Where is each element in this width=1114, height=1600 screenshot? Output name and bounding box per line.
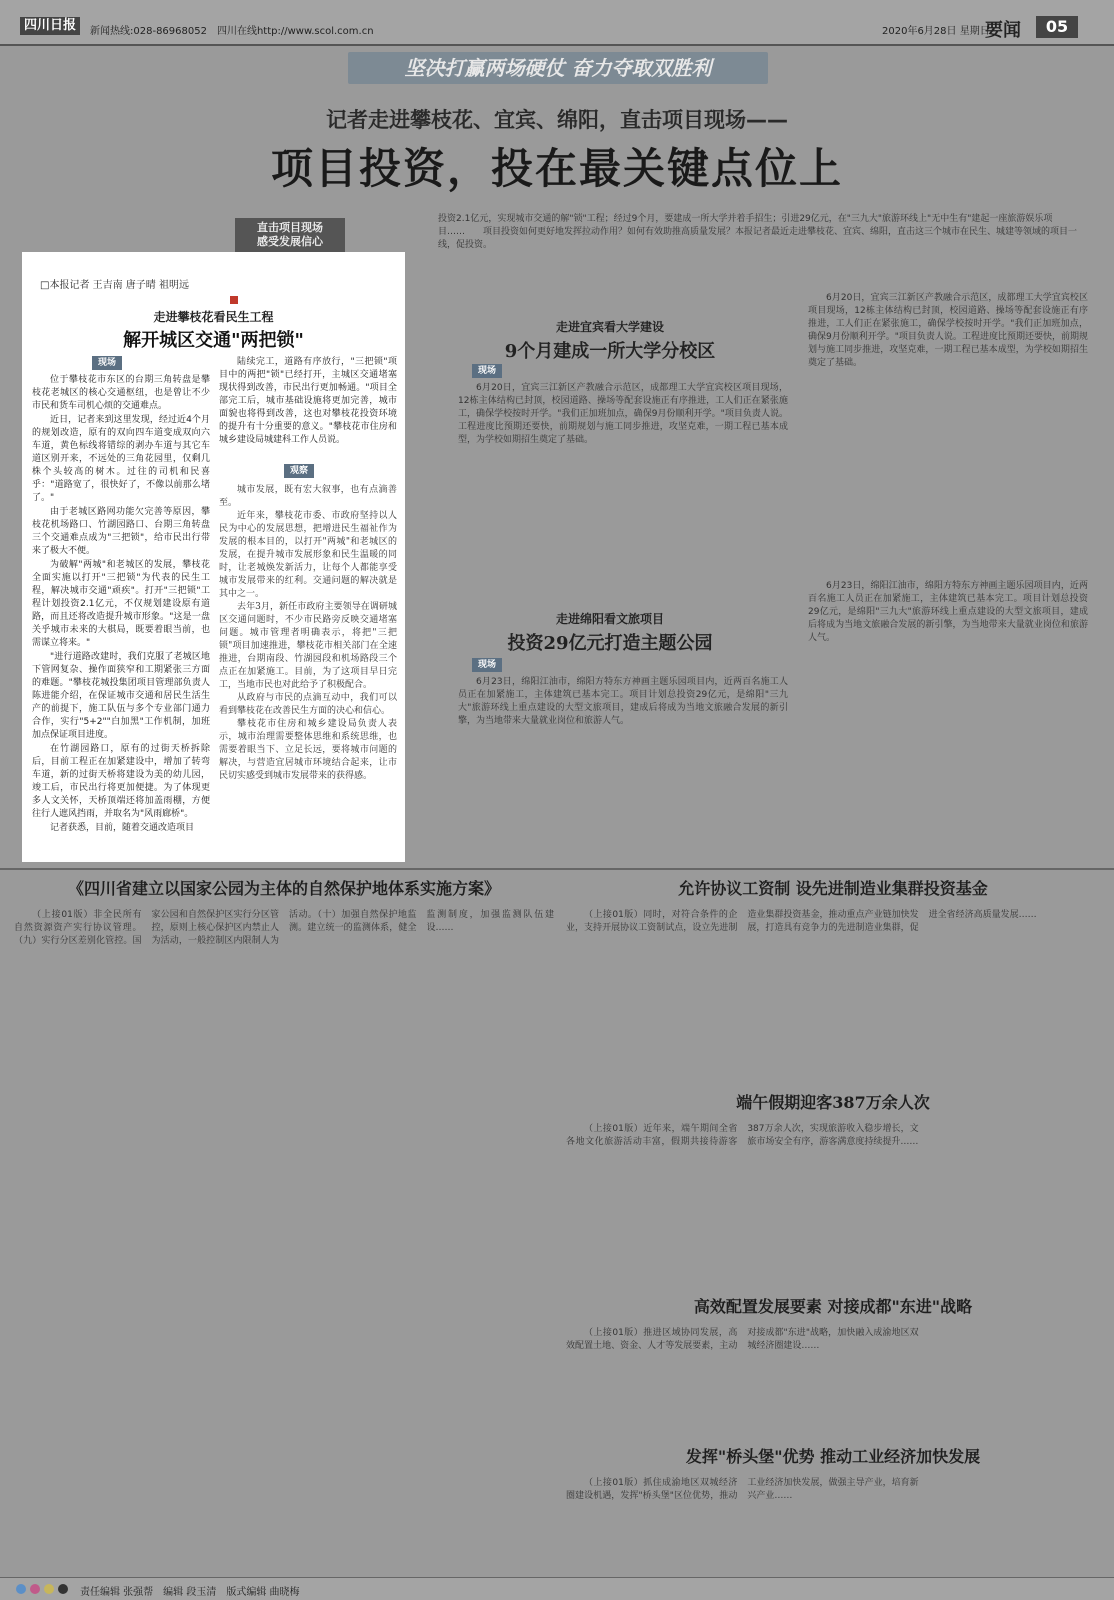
- bottom-right-article-1: [566, 876, 1100, 1086]
- yibin-text: 6月20日，宜宾三江新区产教融合示范区，成都理工大学宜宾校区项目现场，12栋主体结构已封顶，校园道路、操场等配套设施正有序推进，工人们正在紧张施工，确保学校按时开学。"我们正加班加点，确保9月份顺利开学。"项目负责人说。工程进度比预期还要快，前期规划与施工同步推进，攻坚克难，一期工程已基本成型，为学校如期招生奠定了基础。: [458, 383, 788, 445]
- headline-overline: 记者走进攀枝花、宜宾、绵阳，直击项目现场——: [326, 108, 788, 132]
- mianyang-text: 6月23日，绵阳江油市，绵阳方特东方神画主题乐园项目内，近两百名施工人员正在加紧施工，主体建筑已基本完工。项目计划总投资29亿元，是绵阳"三九大"旅游环线上重点建设的大型文旅项目，建成后将成为当地文旅融合发展的新引擎，为当地带来大量就业岗位和旅游人气。: [458, 677, 788, 726]
- newspaper-logo: 四川日报: [20, 17, 80, 35]
- article-column-1: 位于攀枝花市东区的台期三角转盘是攀枝花老城区的核心交通枢纽，也是曾让不少市民和货车司机心烦的交通难点。 近日，记者来到这里发现，经过近4个月的规划改造，原有的双向四车道变成双向六车道，黄色标线将错综的剥办车道与其它车道区别开来，不远处的三角花园里，仅剩几株个头较高的树木。过往的司机和民喜乎："道路宽了，很快好了，不像以前那么堵了。" 由于老城区路网功能欠完善等原因，攀枝花机场路口、竹湖园路口、台期三角转盘三个交通难点成为"三把锁"，给市民出行带来了极大不便。 为破解"两城"和老城区的发展，攀枝花全面实施以打开"三把锁"为代表的民生工程，解决城市交通"顽疾"。打开"三把锁"工程计划投资2.1亿元，不仅规划建设原有道路，而且还将改造提升城市形象。"这是一盘关乎城市未来的大棋局，既要着眼当前，也需谋立将来。" "进行道路改建时，我们克服了老城区地下管网复杂、操作面狭窄和工期紧张三方面的难题。"攀枝花城投集团项目管理部负责人陈进能介绍，在保证城市交通和居民生活生产的前提下，施工队伍与多个专业部门通力合作，实行"5+2""白加黑"工作机制，加班加点保证项目进度。 在竹湖园路口，原有的过街天桥拆除后，目前工程正在加紧建设中，增加了转弯车道，新的过街天桥将建设为美的幼儿园，竣工后，市民出行将更加便捷。为了体现更多人文关怀，天桥顶端还将加盖雨棚，方便往行人遮风挡雨，并取名为"风雨廊桥"。 记者获悉，目前，随着交通改造项目: [32, 375, 210, 833]
- bottom-left-article: [14, 876, 554, 1566]
- bottom-headline-2: 允许协议工资制 设先进制造业集群投资基金: [678, 879, 988, 898]
- bottom-text-1: （上接01版）非全民所有自然资源资产实行协议管理。（九）实行分区差别化管控。国家公园和自然保护区实行分区管控，原则上核心保护区内禁止人为活动，一般控制区内限制人为活动。（十）加强自然保护地监测。建立统一的监测体系，健全监测制度，加强监测队伍建设……: [14, 910, 554, 946]
- mianyang-continued: 6月23日，绵阳江油市，绵阳方特东方神画主题乐园项目内，近两百名施工人员正在加紧施工，主体建筑已基本完工。项目计划总投资29亿元，是绵阳"三九大"旅游环线上重点建设的大型文旅项目，建成后将成为当地文旅融合发展的新引擎，为当地带来大量就业岗位和旅游人气。: [808, 581, 1088, 643]
- section-mianyang: [420, 580, 800, 840]
- page-number: 05: [1036, 16, 1078, 38]
- bottom-right-article-2: [566, 1090, 1100, 1290]
- color-dot-icon: [30, 1584, 40, 1594]
- yibin-title: 9个月建成一所大学分校区: [504, 341, 716, 362]
- lead-paragraph: 投资2.1亿元，实现城市交通的解"锁"工程；经过9个月，要建成一所大学并着手招生；引进29亿元，在"三九大"旅游环线上"无中生有"建起一座旅游娱乐项目…… 项目投资如何更好地发挥拉动作用？如何有效助推高质量发展？本报记者最近走进攀枝花、宜宾、绵阳，直击这三个城市在民生、城建等领域的项目一线，促投资。: [438, 214, 1078, 250]
- bottom-text-5: （上接01版）抓住成渝地区双城经济圈建设机遇，发挥"桥头堡"区位优势，推动工业经济加快发展，做强主导产业，培育新兴产业……: [566, 1478, 919, 1501]
- color-dot-icon: [44, 1584, 54, 1594]
- series-tag-line2: 感受发展信心: [257, 235, 323, 248]
- color-dot-icon: [58, 1584, 68, 1594]
- page-footer: [0, 1577, 1114, 1600]
- article-kicker: 走进攀枝花看民生工程: [153, 310, 274, 324]
- bottom-headline-4: 高效配置发展要素 对接成都"东进"战略: [693, 1297, 973, 1316]
- mianyang-kicker: 走进绵阳看文旅项目: [555, 612, 664, 626]
- divider: [0, 868, 1114, 870]
- bottom-headline-3: 端午假期迎客387万余人次: [736, 1093, 930, 1112]
- bottom-right-article-3: [566, 1294, 1100, 1444]
- color-dot-icon: [16, 1584, 26, 1594]
- masthead-bar: [0, 0, 1114, 46]
- bottom-text-2: （上接01版）同时，对符合条件的企业，支持开展协议工资制试点，设立先进制造业集群投资基金，推动重点产业链加快发展，打造具有竞争力的先进制造业集群，促进全省经济高质量发展……: [566, 910, 1037, 933]
- hotline-text: 新闻热线:028-86968052 四川在线http://www.scol.com.cn: [90, 26, 374, 37]
- yibin-kicker: 走进宜宾看大学建设: [555, 320, 664, 334]
- mianyang-title: 投资29亿元打造主题公园: [507, 633, 713, 654]
- bottom-headline-5: 发挥"桥头堡"优势 推动工业经济加快发展: [685, 1447, 981, 1466]
- campaign-banner: [348, 52, 768, 84]
- series-tag: [235, 218, 345, 252]
- bottom-text-4: （上接01版）推进区域协同发展，高效配置土地、资金、人才等发展要素，主动对接成都"东进"战略，加快融入成渝地区双城经济圈建设……: [566, 1328, 919, 1351]
- scene-label: 现场: [92, 356, 122, 370]
- issue-date: 2020年6月28日 星期日: [882, 26, 990, 37]
- bottom-text-3: （上接01版）近年来，端午期间全省各地文化旅游活动丰富，假期共接待游客387万余人次，实现旅游收入稳步增长，文旅市场安全有序，游客满意度持续提升……: [566, 1124, 919, 1147]
- footer-editors: 责任编辑 张强帮 编辑 段玉清 版式编辑 曲晓梅: [80, 1587, 300, 1598]
- yibin-continued: 6月20日，宜宾三江新区产教融合示范区，成都理工大学宜宾校区项目现场，12栋主体结构已封顶，校园道路、操场等配套设施正有序推进，工人们正在紧张施工，确保学校按时开学。"我们正加班加点，确保9月份顺利开学。"项目负责人说。工程进度比预期还要快，前期规划与施工同步推进，攻坚克难，一期工程已基本成型，为学校如期招生奠定了基础。: [808, 293, 1088, 368]
- article-column-2: 陆续完工，道路有序放行，"三把锁"项目中的两把"锁"已经打开，主城区交通堵塞现状得到改善，市民出行更加畅通。"项目全部完工后，城市基础设施将更加完善，城市面貌也将得到改善，这也对攀枝花投资环境的提升有十分重要的意义。"攀枝花市住房和城乡建设局城建科工作人员说。: [219, 357, 397, 445]
- view-label: 观察: [284, 464, 314, 478]
- article-title: 解开城区交通"两把锁": [123, 330, 304, 351]
- yibin-scene-label: 现场: [472, 364, 502, 378]
- bottom-right-article-4: [566, 1444, 1100, 1572]
- section-yibin: [420, 292, 800, 562]
- observation-column: 城市发展，既有宏大叙事，也有点滴善至。 近年来，攀枝花市委、市政府坚持以人民为中心的发展思想，把增进民生福祉作为发展的根本目的，以打开"两城"和老城区的发展，在提升城市发展形象和民生温暖的同时，让老城焕发新活力，让每个人都能享受城市发展带来的红利。交通问题的解决就是其中之一。 去年3月，新任市政府主要领导在调研城区交通问题时，不少市民路旁反映交通堵塞问题。城市管理者明确表示，将把"三把锁"项目加速推进，攀枝花市相关部门在全速推进，台期南段、竹湖园段和机场路段三个点正在加紧施工。目前，为了这项目早日完工，当地市民也对此给予了积极配合。 从政府与市民的点滴互动中，我们可以看到攀枝花在改善民生方面的决心和信心。 攀枝花市住房和城乡建设局负责人表示，城市治理需要整体思维和系统思维，也需要着眼当下、立足长远，要将城市问题的解决，与营造宜居城市环境结合起来，让市民切实感受到城市发展带来的获得感。: [219, 485, 397, 781]
- series-tag-line1: 直击项目现场: [257, 221, 323, 234]
- section-marker-icon: [230, 296, 238, 304]
- bottom-headline-1: 《四川省建立以国家公园为主体的自然保护地体系实施方案》: [67, 879, 500, 898]
- banner-text: 坚决打赢两场硬仗 奋力夺取双胜利: [404, 56, 712, 80]
- section-name: 要闻: [985, 20, 1021, 41]
- highlighted-article[interactable]: [22, 252, 405, 862]
- mianyang-scene-label: 现场: [472, 658, 502, 672]
- main-headline: 项目投资，投在最关键点位上: [270, 144, 843, 193]
- article-byline: □本报记者 王吉南 唐子晴 祖明远: [40, 280, 189, 291]
